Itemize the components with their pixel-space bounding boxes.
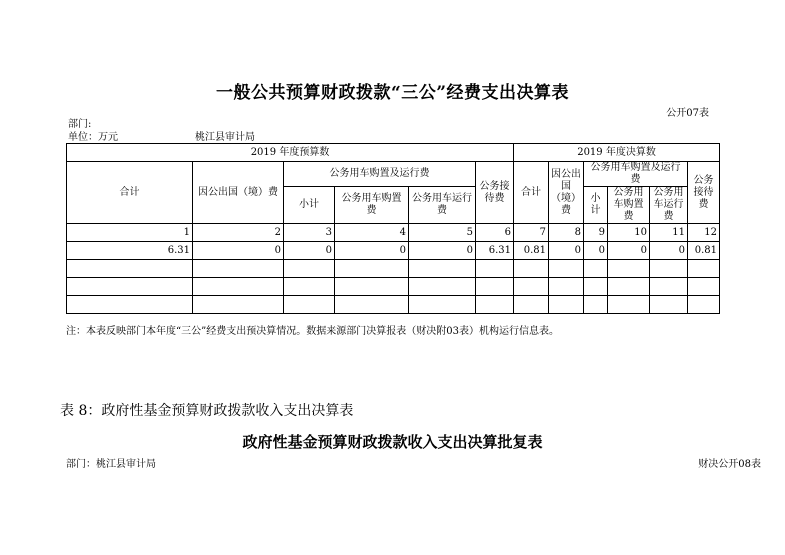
section-heading: 表 8：政府性基金预算财政拨款收入支出决算表 <box>60 403 354 419</box>
table-cell: 0 <box>193 242 284 260</box>
table-cell: 8 <box>549 224 584 242</box>
table-cell: 0 <box>549 242 584 260</box>
final-header-total: 合计 <box>514 162 549 224</box>
table-title: 一般公共预算财政拨款“三公”经费支出决算表 <box>215 83 570 103</box>
table-note: 注：本表反映部门本年度“三公”经费支出预决算情况。数据来源部门决算报表（财决附03表）机构运行信息表。 <box>66 326 559 337</box>
department-label: 部门: <box>68 119 92 130</box>
final-header-subtotal: 小计 <box>584 187 608 224</box>
table-cell: 4 <box>335 224 409 242</box>
header-running: 公务用车运行费 <box>409 187 476 224</box>
table-cell: 2 <box>193 224 284 242</box>
table-cell: 6.31 <box>67 242 193 260</box>
empty-row <box>67 278 720 296</box>
table-cell: 0 <box>608 242 650 260</box>
header-subtotal: 小计 <box>284 187 335 224</box>
final-header-abroad: 因公出国（境）费 <box>549 162 584 224</box>
table-cell: 0.81 <box>514 242 549 260</box>
table-cell: 6.31 <box>476 242 514 260</box>
table-cell: 0 <box>409 242 476 260</box>
table-cell: 7 <box>514 224 549 242</box>
final-group-header: 2019 年度决算数 <box>514 144 720 162</box>
final-header-vehicle: 公务用车购置及运行费 <box>584 162 688 187</box>
form-code: 公开07表 <box>666 108 709 119</box>
second-table-title: 政府性基金预算财政拨款收入支出决算批复表 <box>242 433 543 451</box>
table-cell: 1 <box>67 224 193 242</box>
final-header-running: 公务用车运行费 <box>650 187 688 224</box>
table-cell: 11 <box>650 224 688 242</box>
table-cell: 9 <box>584 224 608 242</box>
table-row <box>67 224 720 242</box>
table-cell: 6 <box>476 224 514 242</box>
header-vehicle: 公务用车购置及运行费 <box>284 162 476 187</box>
table-cell: 0 <box>584 242 608 260</box>
empty-row <box>67 260 720 278</box>
budget-group-header: 2019 年度预算数 <box>67 144 514 162</box>
table-cell: 3 <box>284 224 335 242</box>
three-public-expenditure-table <box>66 143 720 314</box>
table-cell: 0.81 <box>688 242 720 260</box>
final-header-reception: 公务接待费 <box>688 162 720 224</box>
header-total: 合计 <box>67 162 193 224</box>
header-abroad: 因公出国（境）费 <box>193 162 284 224</box>
table-cell: 10 <box>608 224 650 242</box>
department-label-2: 部门：桃江县审计局 <box>66 459 156 470</box>
form-code-2: 财决公开08表 <box>698 459 761 470</box>
organization-name: 桃江县审计局 <box>195 132 255 143</box>
empty-row <box>67 296 720 314</box>
table-row <box>67 242 720 260</box>
table-cell: 12 <box>688 224 720 242</box>
final-header-purchase: 公务用车购置费 <box>608 187 650 224</box>
unit-label: 单位：万元 <box>68 132 118 143</box>
table-cell: 0 <box>335 242 409 260</box>
table-cell: 0 <box>284 242 335 260</box>
header-reception: 公务接待费 <box>476 162 514 224</box>
header-purchase: 公务用车购置费 <box>335 187 409 224</box>
table-cell: 5 <box>409 224 476 242</box>
table-cell: 0 <box>650 242 688 260</box>
